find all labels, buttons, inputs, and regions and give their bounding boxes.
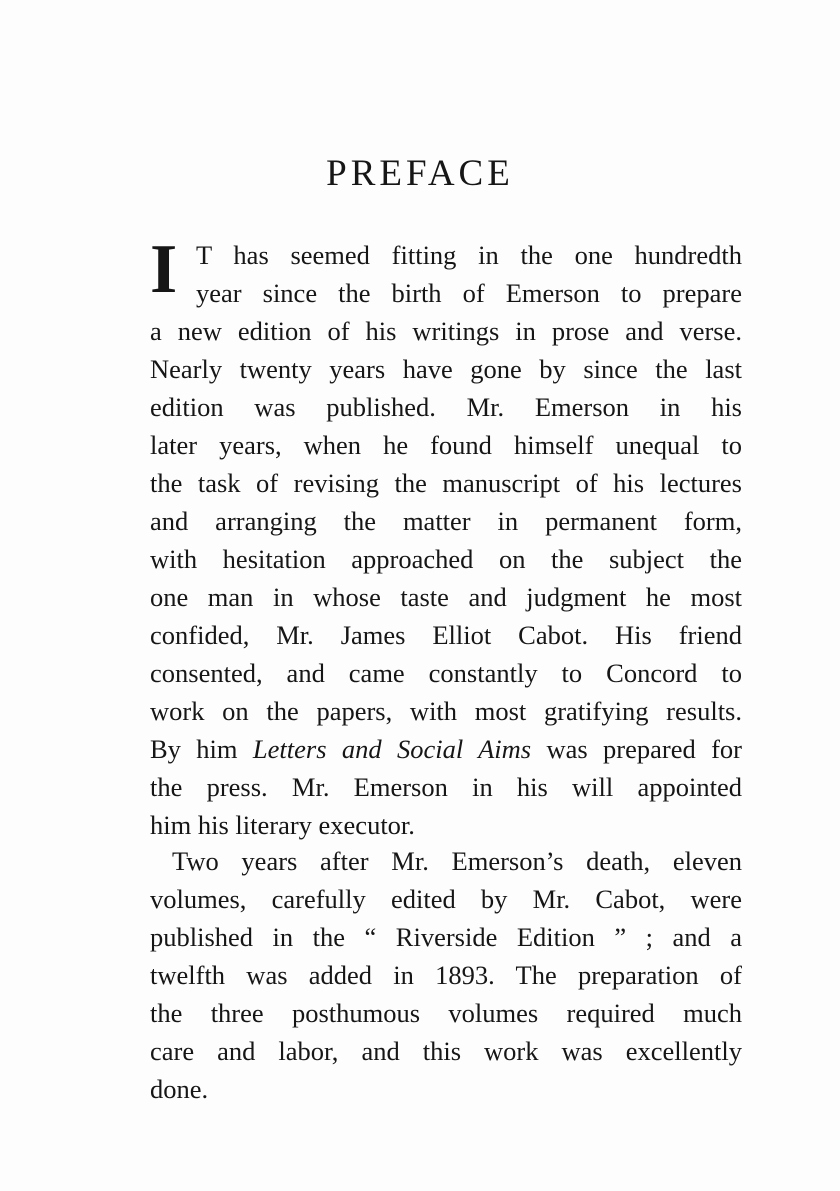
text-line: done. bbox=[150, 1074, 209, 1104]
text-line: with hesitation approached on the subject the bbox=[150, 544, 742, 574]
text-segment: By him bbox=[150, 734, 253, 764]
text-line: one man in whose taste and judgment he most bbox=[150, 582, 742, 612]
text-line: work on the papers, with most gratifying results. bbox=[150, 696, 742, 726]
text-line: him his literary executor. bbox=[150, 810, 415, 840]
text-line: Nearly twenty years have gone by since the last bbox=[150, 354, 742, 384]
text-line: T has seemed fitting in the one hundredth bbox=[196, 240, 742, 270]
text-line: and arranging the matter in permanent form, bbox=[150, 506, 742, 536]
drop-cap: I bbox=[150, 231, 178, 308]
text-line: Two years after Mr. Emerson’s death, eleven bbox=[172, 846, 742, 876]
text-line-with-italic bbox=[150, 730, 742, 768]
text-segment: was prepared for bbox=[531, 734, 743, 764]
paragraph-1 bbox=[150, 231, 743, 844]
text-line: the press. Mr. Emerson in his will appointed bbox=[150, 772, 742, 802]
text-line: the three posthumous volumes required much bbox=[150, 998, 742, 1028]
text-line: later years, when he found himself unequal to bbox=[150, 430, 742, 460]
text-line: year since the birth of Emerson to prepare bbox=[196, 278, 742, 308]
text-line: a new edition of his writings in prose and verse. bbox=[150, 316, 742, 346]
book-title-italic: Letters and Social Aims bbox=[252, 734, 532, 764]
text-line: the task of revising the manuscript of his lectures bbox=[150, 468, 742, 498]
text-line: care and labor, and this work was excellently bbox=[150, 1036, 742, 1066]
text-line: twelfth was added in 1893. The preparation of bbox=[150, 960, 742, 990]
text-line: consented, and came constantly to Concord to bbox=[150, 658, 742, 688]
text-line: edition was published. Mr. Emerson in his bbox=[150, 392, 742, 422]
text-line: confided, Mr. James Elliot Cabot. His friend bbox=[150, 620, 742, 650]
paragraph-2 bbox=[150, 842, 742, 1108]
text-line: published in the “ Riverside Edition ” ; and a bbox=[150, 922, 742, 952]
text-line: volumes, carefully edited by Mr. Cabot, were bbox=[150, 884, 742, 914]
page-title: PREFACE bbox=[326, 153, 514, 194]
